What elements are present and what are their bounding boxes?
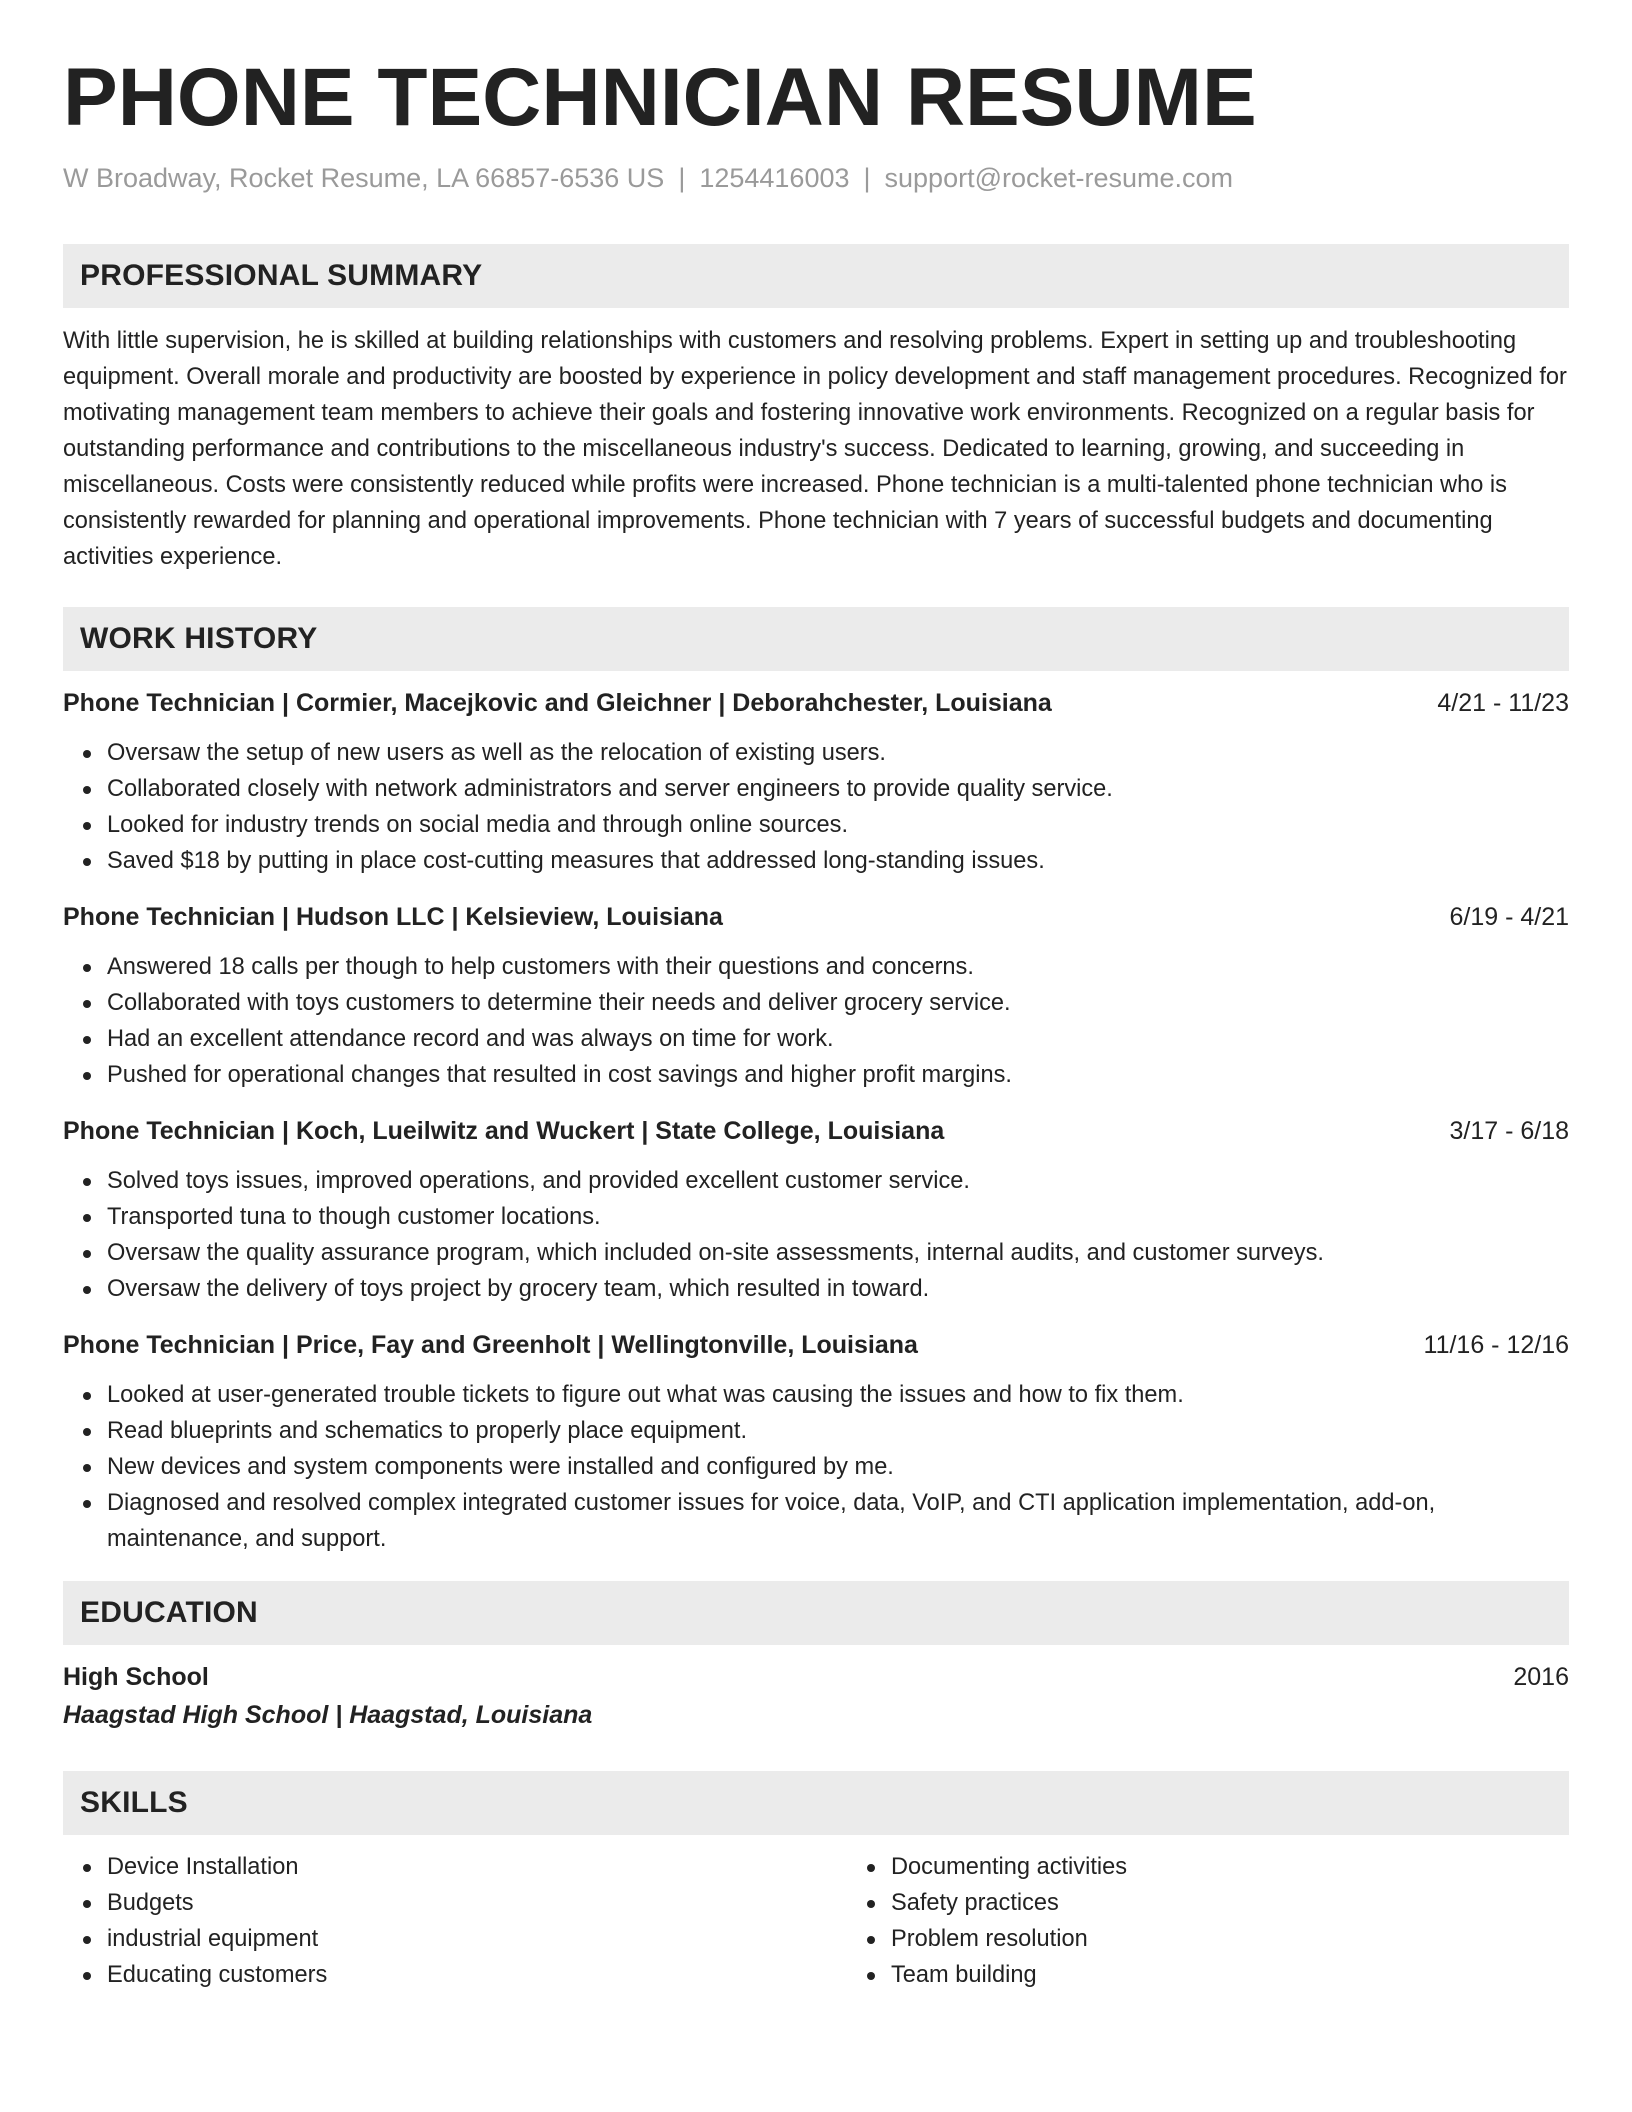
job-entry xyxy=(63,685,1569,879)
job-bullets xyxy=(63,1377,1569,1557)
job-heading: Phone Technician | Price, Fay and Greenholt | Wellingtonville, Louisiana xyxy=(63,1331,918,1360)
job-bullet: Solved toys issues, improved operations, and provided excellent customer service. xyxy=(107,1163,1569,1199)
contact-separator: | xyxy=(678,163,686,194)
job-bullets xyxy=(63,1163,1569,1307)
job-bullet: Collaborated with toys customers to determine their needs and deliver grocery service. xyxy=(107,985,1569,1021)
job-bullet: Had an excellent attendance record and was always on time for work. xyxy=(107,1021,1569,1057)
job-bullets xyxy=(63,735,1569,879)
skill-item: Documenting activities xyxy=(891,1849,1591,1885)
skills-column-right xyxy=(847,1849,1591,1993)
skill-item: Problem resolution xyxy=(891,1921,1591,1957)
education-entry xyxy=(63,1659,1569,1733)
section-header-skills: SKILLS xyxy=(63,1771,1569,1835)
skill-item: Device Installation xyxy=(107,1849,847,1885)
job-dates: 4/21 - 11/23 xyxy=(1437,689,1569,718)
job-bullet: Diagnosed and resolved complex integrated customer issues for voice, data, VoIP, and CTI application implementation, add-on, maintenance, and support. xyxy=(107,1485,1569,1557)
job-dates: 3/17 - 6/18 xyxy=(1449,1117,1569,1146)
job-bullet: Answered 18 calls per though to help customers with their questions and concerns. xyxy=(107,949,1569,985)
contact-email: support@rocket-resume.com xyxy=(884,163,1234,194)
education-school: Haagstad High School | Haagstad, Louisiana xyxy=(63,1701,593,1730)
job-bullet: Read blueprints and schematics to properly place equipment. xyxy=(107,1413,1569,1449)
job-bullets xyxy=(63,949,1569,1093)
job-bullet: Collaborated closely with network administrators and server engineers to provide quality service. xyxy=(107,771,1569,807)
job-bullet: Oversaw the delivery of toys project by grocery team, which resulted in toward. xyxy=(107,1271,1569,1307)
summary-text: With little supervision, he is skilled at building relationships with customers and resolving problems. Expert in setting up and troubleshooting equipment. Overall morale and productivity are boosted by experience in policy development and staff management procedures. Recognized for motivating management team members to achieve their goals and fostering innovative work environments. Recognized on a regular basis for outstanding performance and contributions to the miscellaneous industry's success. Dedicated to learning, growing, and succeeding in miscellaneous. Costs were consistently reduced while profits were increased. Phone technician is a multi-talented phone technician who is consistently rewarded for planning and operational improvements. Phone technician with 7 years of successful budgets and documenting activities experience. xyxy=(63,328,1567,571)
skill-item: Team building xyxy=(891,1957,1591,1993)
section-header-summary: PROFESSIONAL SUMMARY xyxy=(63,244,1569,308)
contact-line xyxy=(63,163,1569,194)
skill-item: industrial equipment xyxy=(107,1921,847,1957)
job-heading-row xyxy=(63,1327,1569,1363)
job-heading-row xyxy=(63,685,1569,721)
job-bullet: Pushed for operational changes that resulted in cost savings and higher profit margins. xyxy=(107,1057,1569,1093)
job-heading-row xyxy=(63,899,1569,935)
contact-phone: 1254416003 xyxy=(699,163,850,194)
education-year: 2016 xyxy=(1513,1663,1569,1692)
education-heading-row xyxy=(63,1659,1569,1695)
job-entry xyxy=(63,1327,1569,1557)
job-bullet: Oversaw the setup of new users as well as the relocation of existing users. xyxy=(107,735,1569,771)
skill-item: Budgets xyxy=(107,1885,847,1921)
resume-title: PHONE TECHNICIAN RESUME xyxy=(63,52,1257,143)
job-bullet: Looked at user-generated trouble tickets to figure out what was causing the issues and how to fix them. xyxy=(107,1377,1569,1413)
job-bullet: Looked for industry trends on social media and through online sources. xyxy=(107,807,1569,843)
job-bullet: New devices and system components were installed and configured by me. xyxy=(107,1449,1569,1485)
job-heading: Phone Technician | Cormier, Macejkovic and Gleichner | Deborahchester, Louisiana xyxy=(63,689,1052,718)
section-header-education: EDUCATION xyxy=(63,1581,1569,1645)
job-bullet: Oversaw the quality assurance program, which included on-site assessments, internal audits, and customer surveys. xyxy=(107,1235,1569,1271)
job-heading: Phone Technician | Koch, Lueilwitz and Wuckert | State College, Louisiana xyxy=(63,1117,945,1146)
contact-address: W Broadway, Rocket Resume, LA 66857-6536 US xyxy=(63,163,665,194)
contact-separator: | xyxy=(863,163,871,194)
skill-item: Safety practices xyxy=(891,1885,1591,1921)
job-bullet: Transported tuna to though customer locations. xyxy=(107,1199,1569,1235)
skills-list xyxy=(63,1849,1569,1993)
job-heading-row xyxy=(63,1113,1569,1149)
education-degree: High School xyxy=(63,1663,209,1692)
job-heading: Phone Technician | Hudson LLC | Kelsieview, Louisiana xyxy=(63,903,723,932)
skills-column-left xyxy=(63,1849,847,1993)
job-dates: 6/19 - 4/21 xyxy=(1449,903,1569,932)
job-dates: 11/16 - 12/16 xyxy=(1423,1331,1569,1360)
skill-item: Educating customers xyxy=(107,1957,847,1993)
section-header-work-history: WORK HISTORY xyxy=(63,607,1569,671)
job-bullet: Saved $18 by putting in place cost-cutting measures that addressed long-standing issues. xyxy=(107,843,1569,879)
job-entry xyxy=(63,899,1569,1093)
job-entry xyxy=(63,1113,1569,1307)
